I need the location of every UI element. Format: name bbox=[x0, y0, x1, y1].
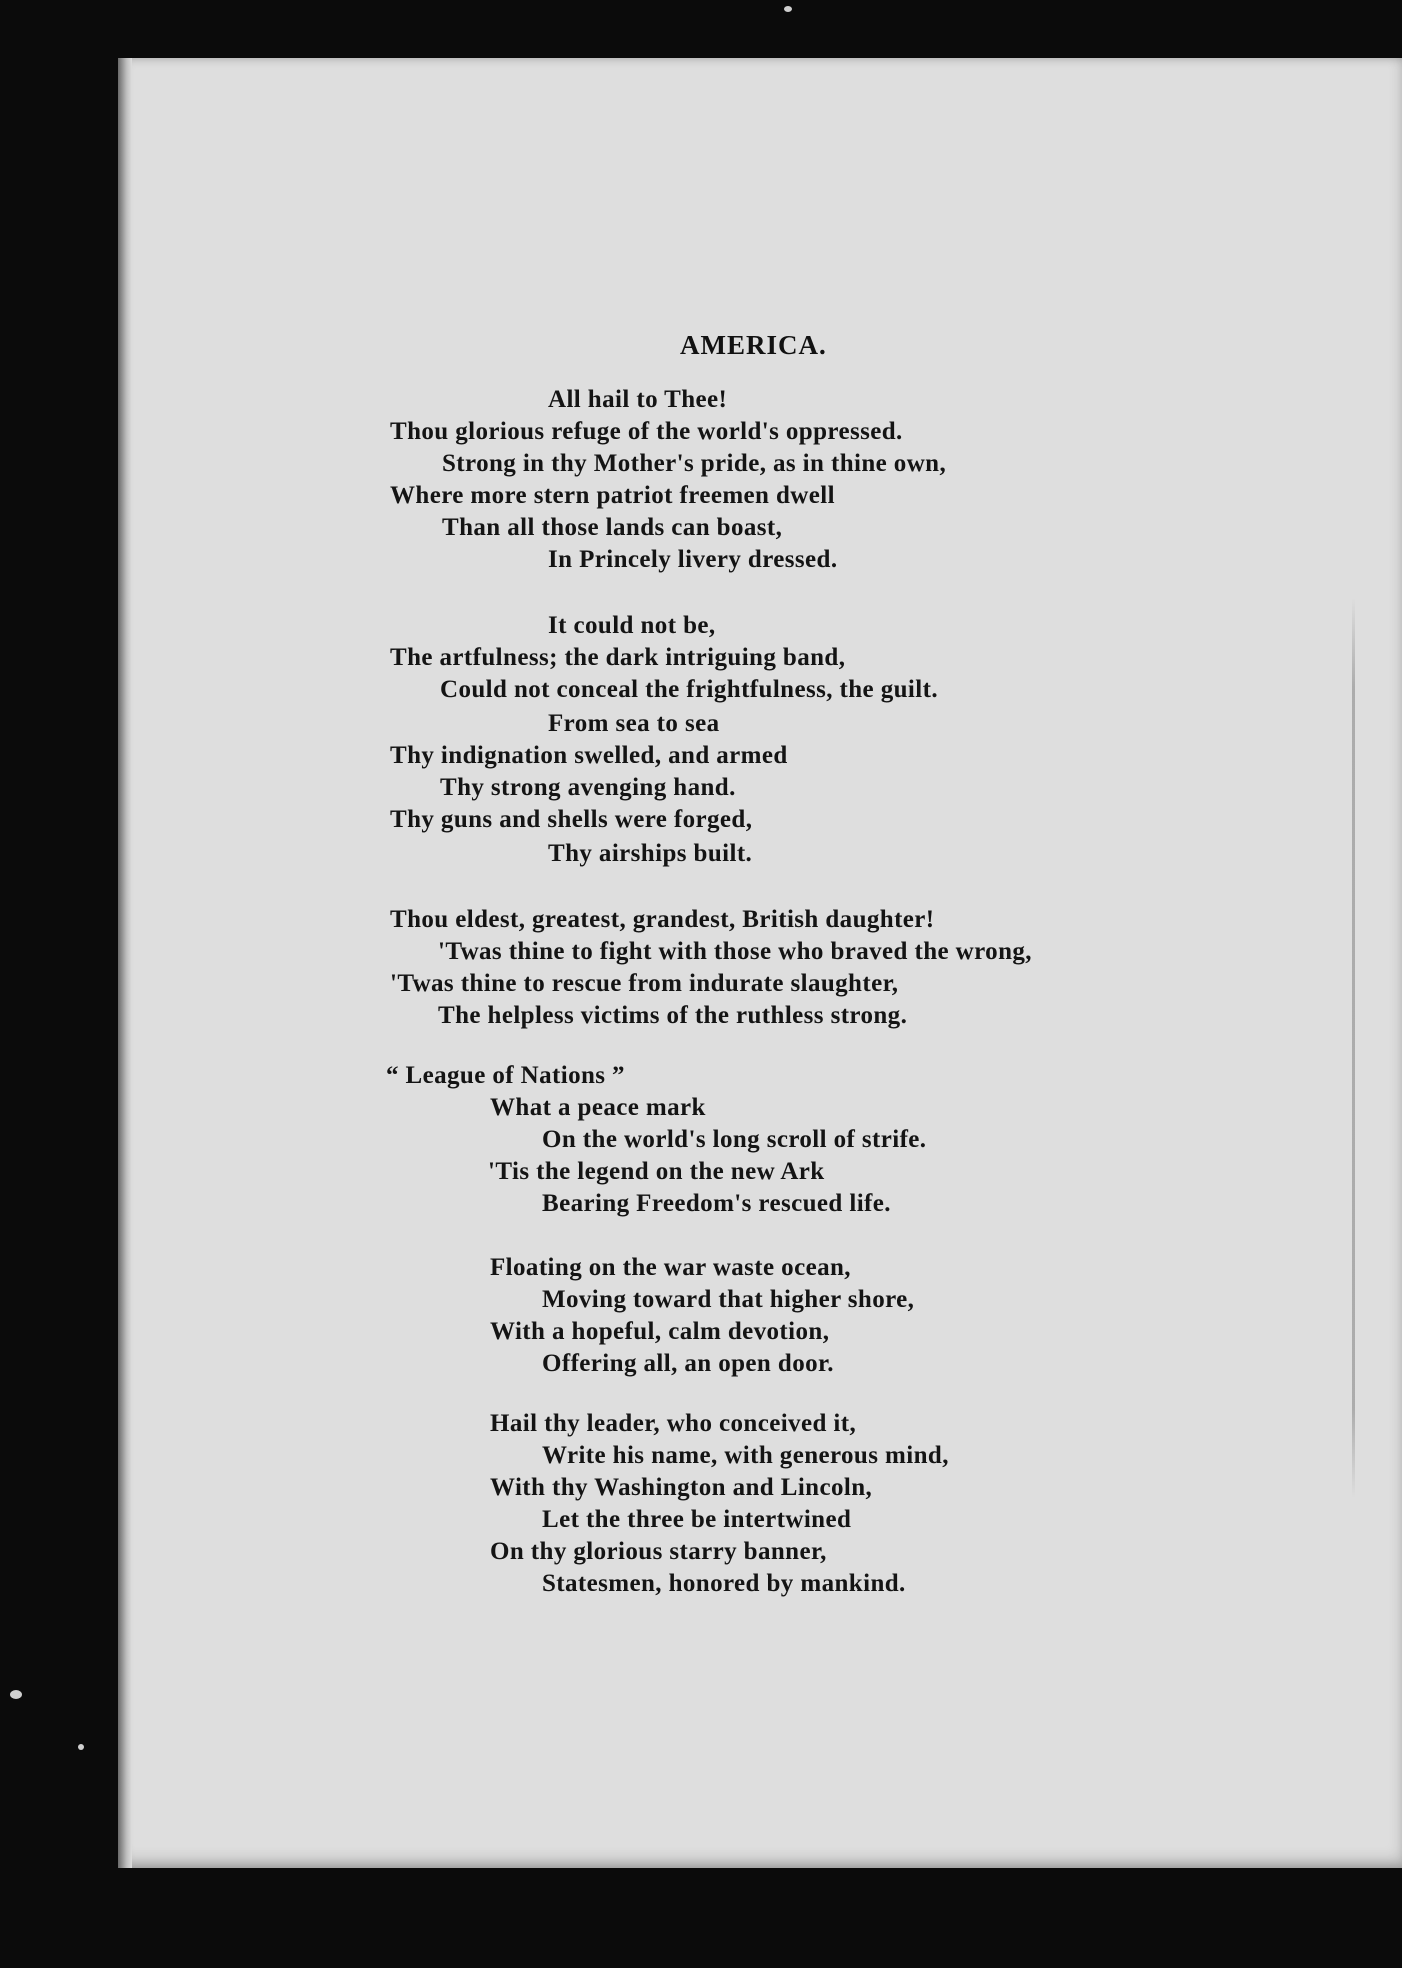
poem-line: With thy Washington and Lincoln, bbox=[490, 1474, 873, 1501]
poem-line: “ League of Nations ” bbox=[386, 1062, 625, 1089]
poem-line: Floating on the war waste ocean, bbox=[490, 1254, 851, 1281]
poem-line: Thy guns and shells were forged, bbox=[390, 806, 753, 833]
poem-line: 'Tis the legend on the new Ark bbox=[488, 1158, 825, 1185]
poem-line: Let the three be intertwined bbox=[542, 1506, 852, 1533]
poem-line: Write his name, with generous mind, bbox=[542, 1442, 949, 1469]
scan-speck bbox=[78, 1744, 84, 1750]
poem-line: Where more stern patriot freemen dwell bbox=[390, 482, 835, 509]
poem-line: On the world's long scroll of strife. bbox=[542, 1126, 927, 1153]
scan-speck bbox=[784, 6, 792, 12]
poem-title: AMERICA. bbox=[680, 330, 827, 360]
scan-speck bbox=[10, 1690, 22, 1699]
poem-line: Thou glorious refuge of the world's oppressed. bbox=[390, 418, 903, 445]
poem-line: Thy indignation swelled, and armed bbox=[390, 742, 788, 769]
poem-line: In Princely livery dressed. bbox=[548, 546, 838, 573]
poem-line: Could not conceal the frightfulness, the guilt. bbox=[440, 676, 938, 703]
poem-line: The helpless victims of the ruthless strong. bbox=[438, 1002, 908, 1029]
poem-line: Than all those lands can boast, bbox=[442, 514, 783, 541]
page-fold-shadow bbox=[1352, 598, 1355, 1498]
poem-line: Strong in thy Mother's pride, as in thine own, bbox=[442, 450, 947, 477]
poem-line: Thou eldest, greatest, grandest, British daughter! bbox=[390, 906, 935, 933]
poem-line: The artfulness; the dark intriguing band, bbox=[390, 644, 846, 671]
poem-line: Statesmen, honored by mankind. bbox=[542, 1570, 906, 1597]
poem-line: Thy airships built. bbox=[548, 840, 753, 867]
poem-line: All hail to Thee! bbox=[548, 386, 728, 413]
poem-line: Bearing Freedom's rescued life. bbox=[542, 1190, 891, 1217]
poem-line: From sea to sea bbox=[548, 710, 720, 737]
poem-line: Hail thy leader, who conceived it, bbox=[490, 1410, 857, 1437]
poem-line: Thy strong avenging hand. bbox=[440, 774, 736, 801]
poem-line: 'Twas thine to fight with those who braved the wrong, bbox=[438, 938, 1032, 965]
poem-line: Moving toward that higher shore, bbox=[542, 1286, 915, 1313]
poem-line: 'Twas thine to rescue from indurate slaughter, bbox=[390, 970, 899, 997]
poem-line: With a hopeful, calm devotion, bbox=[490, 1318, 830, 1345]
poem-line: It could not be, bbox=[548, 612, 716, 639]
poem-line: Offering all, an open door. bbox=[542, 1350, 834, 1377]
poem-line: What a peace mark bbox=[490, 1094, 706, 1121]
poem-line: On thy glorious starry banner, bbox=[490, 1538, 827, 1565]
